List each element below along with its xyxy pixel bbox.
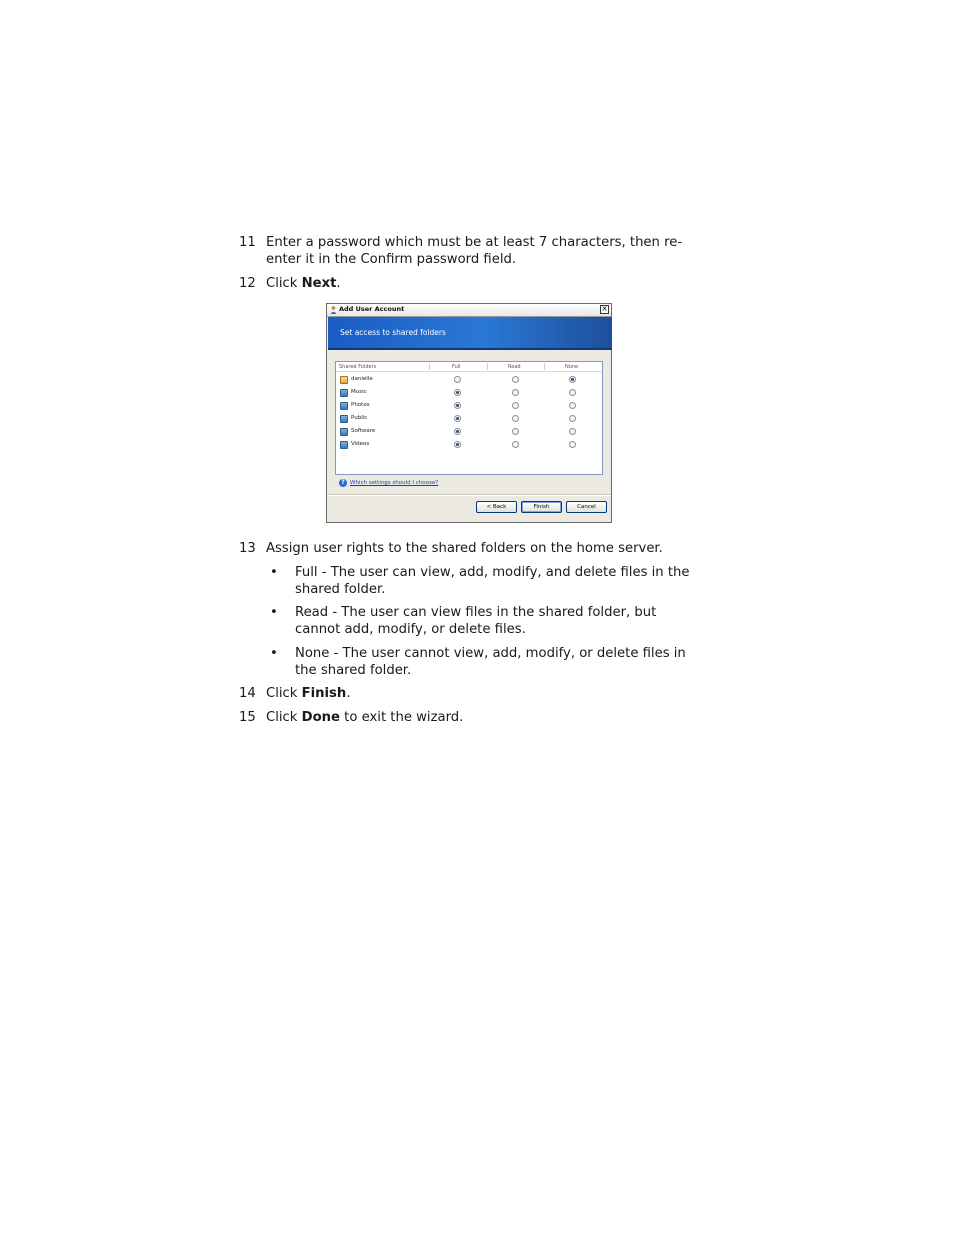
folder-icon — [340, 402, 348, 410]
folder-row-videos — [336, 440, 602, 452]
column-separator — [487, 363, 488, 370]
radio-read[interactable] — [512, 402, 519, 409]
radio-read[interactable] — [512, 428, 519, 435]
user-folder-icon — [340, 376, 348, 384]
step-prefix: Click — [266, 276, 302, 291]
radio-read[interactable] — [512, 441, 519, 448]
folder-name: danielle — [351, 376, 373, 382]
folder-name: Public — [351, 415, 368, 421]
help-icon[interactable]: ? — [339, 479, 347, 487]
step-text — [266, 275, 706, 292]
bullet-text: None - The user cannot view, add, modify, or delete files in the shared folder. — [295, 646, 686, 678]
dialog-heading: Set access to shared folders — [340, 328, 446, 337]
shared-folders-list — [335, 361, 603, 475]
folder-row-software — [336, 427, 602, 439]
folder-name: Software — [351, 428, 376, 434]
step-suffix: to exit the wizard. — [339, 710, 464, 725]
column-header-read: Read — [508, 364, 521, 370]
cancel-button[interactable]: Cancel — [566, 501, 607, 513]
bullet-text: Read - The user can view files in the shared folder, but cannot add, modify, or delete files. — [295, 605, 657, 637]
column-separator — [429, 363, 430, 370]
folder-icon — [340, 415, 348, 423]
radio-full[interactable] — [454, 402, 461, 409]
step-number: 12 — [239, 276, 256, 291]
radio-full[interactable] — [454, 415, 461, 422]
bullet-dot: • — [270, 646, 278, 661]
radio-full[interactable] — [454, 389, 461, 396]
back-button[interactable]: < Back — [476, 501, 517, 513]
add-user-account-dialog — [326, 303, 612, 523]
folder-row-photos — [336, 401, 602, 413]
folder-name: Music — [351, 389, 367, 395]
folder-icon — [340, 441, 348, 449]
radio-full[interactable] — [454, 428, 461, 435]
radio-none[interactable] — [569, 389, 576, 396]
step-text: Enter a password which must be at least 7 characters, then re-enter it in the Confirm password field. — [266, 235, 683, 267]
help-link[interactable]: Which settings should I choose? — [350, 480, 439, 486]
step-text: Assign user rights to the shared folders on the home server. — [266, 541, 663, 556]
step-text — [266, 685, 706, 702]
dialog-title: Add User Account — [339, 305, 405, 313]
step-keyword: Next — [301, 276, 337, 291]
folder-icon — [340, 428, 348, 436]
finish-button[interactable]: Finish — [521, 501, 562, 513]
step-number: 13 — [239, 541, 256, 556]
radio-read[interactable] — [512, 415, 519, 422]
bullet-dot: • — [270, 565, 278, 580]
column-header-none: None — [565, 364, 579, 370]
bullet-dot: • — [270, 605, 278, 620]
close-icon[interactable]: ✕ — [601, 305, 608, 313]
step-suffix: . — [336, 276, 341, 291]
radio-full[interactable] — [454, 441, 461, 448]
step-suffix: . — [346, 686, 351, 701]
user-account-icon — [330, 306, 337, 314]
radio-none[interactable] — [569, 376, 576, 383]
radio-none[interactable] — [569, 415, 576, 422]
column-header-shared-folders: Shared Folders — [339, 364, 377, 370]
button-divider — [327, 494, 611, 496]
bullet-text: Full - The user can view, add, modify, and delete files in the shared folder. — [295, 565, 690, 597]
folder-name: Photos — [351, 402, 370, 408]
radio-none[interactable] — [569, 441, 576, 448]
folder-row-public — [336, 414, 602, 426]
folder-icon — [340, 389, 348, 397]
column-header-full: Full — [452, 364, 461, 370]
dialog-titlebar — [327, 304, 611, 317]
list-header — [336, 362, 602, 372]
step-number: 14 — [239, 686, 256, 701]
folder-name: Videos — [351, 441, 370, 447]
radio-read[interactable] — [512, 389, 519, 396]
step-prefix: Click — [266, 686, 302, 701]
step-prefix: Click — [266, 710, 302, 725]
step-keyword: Finish — [301, 686, 347, 701]
step-number: 11 — [239, 235, 256, 250]
step-keyword: Done — [301, 710, 340, 725]
dialog-banner — [328, 317, 612, 350]
step-text — [266, 709, 706, 726]
radio-read[interactable] — [512, 376, 519, 383]
radio-full[interactable] — [454, 376, 461, 383]
radio-none[interactable] — [569, 402, 576, 409]
radio-none[interactable] — [569, 428, 576, 435]
folder-row-music — [336, 388, 602, 400]
column-separator — [544, 363, 545, 370]
step-number: 15 — [239, 710, 256, 725]
folder-row-danielle — [336, 375, 602, 387]
